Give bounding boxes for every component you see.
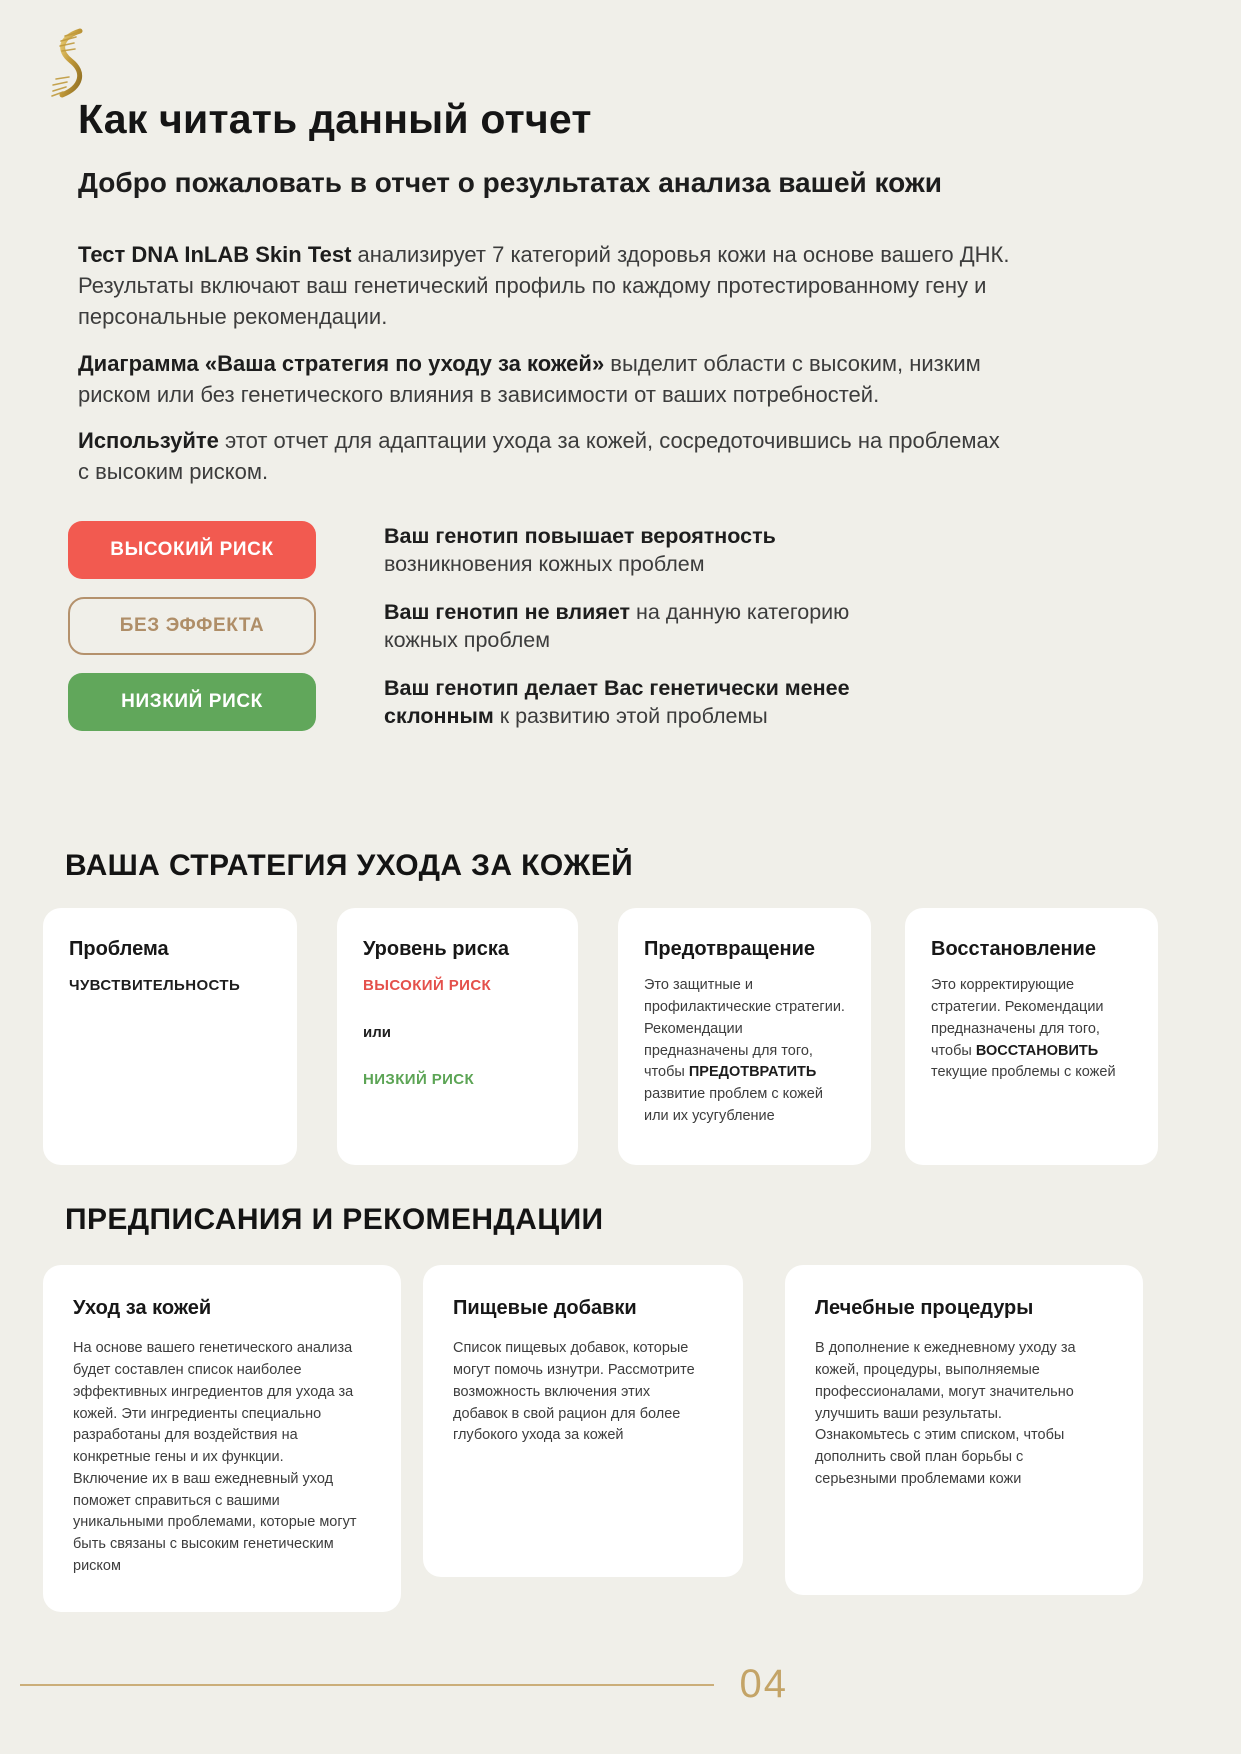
footer-divider-line <box>20 1684 714 1686</box>
strategy-card-risk-level <box>337 908 578 1165</box>
recommendation-card-skincare <box>43 1265 401 1611</box>
restoration-body-bold: ВОССТАНОВИТЬ <box>975 1042 1099 1059</box>
low-risk-badge: НИЗКИЙ РИСК <box>68 673 316 731</box>
intro-paragraph-use <box>78 425 1013 487</box>
high-risk-badge: ВЫСОКИЙ РИСК <box>68 521 316 579</box>
legend-row-low-risk <box>68 673 1181 731</box>
intro-paragraph-use-lead: Используйте <box>78 428 219 453</box>
no-effect-badge: БЕЗ ЭФФЕКТА <box>68 597 316 655</box>
recommendation-card-supplements-body: Список пищевых добавок, которые могут помочь изнутри. Рассмотрите возможность включения этих добавок в свой рацион для более глубокого ухода за кожей <box>453 1340 695 1444</box>
recommendation-card-procedures <box>785 1265 1143 1595</box>
restoration-body-post: текущие проблемы с кожей <box>931 1064 1116 1081</box>
risk-level-low-label: НИЗКИЙ РИСК <box>363 1071 475 1089</box>
recommendation-card-skincare-body: На основе вашего генетического анализа будет составлен список наиболее эффективных ингредиентов для ухода за кожей. Эти ингредиенты специально разработаны для воздействия на конкретные гены и их функции. Включение их в ваш ежедневный уход поможет справиться с вашими уникальными проблемами, которые могут быть связаны с высоким генетическим риском <box>73 1340 357 1574</box>
intro-paragraph-test <box>78 239 1013 333</box>
dna-logo-icon <box>45 28 97 100</box>
high-risk-description-rest: возникновения кожных проблем <box>384 552 705 577</box>
restoration-body-pre: Это корректирующие стратегии. Рекомендации предназначены для того, чтобы <box>931 977 1104 1059</box>
intro-paragraph-diagram <box>78 348 1013 410</box>
recommendation-card-procedures-title: Лечебные процедуры <box>815 1297 1034 1320</box>
recommendation-card-procedures-body: В дополнение к ежедневному уходу за кожей, процедуры, выполняемые профессионалами, могут значительно улучшить ваши результаты. Ознакомьтесь с этим списком, чтобы дополнить свой план борьбы с серьезными проблемами кожи <box>815 1340 1076 1487</box>
intro-paragraph-test-text: анализирует 7 категорий здоровья кожи на основе вашего ДНК. Результаты включают ваш генетический профиль по каждому протестированному гену и персональные рекомендации. <box>78 241 1010 330</box>
low-risk-description-bold: Ваш генотип делает Вас генетически менее склонным <box>384 676 850 729</box>
recommendation-card-supplements <box>423 1265 743 1577</box>
strategy-cards-row <box>43 908 1181 1165</box>
intro-paragraph-use-text: этот отчет для адаптации ухода за кожей, сосредоточившись на проблемах с высоким риском. <box>78 428 1000 485</box>
page-footer <box>20 1662 788 1707</box>
strategy-section-heading: ВАША СТРАТЕГИЯ УХОДА ЗА КОЖЕЙ <box>65 849 634 883</box>
no-effect-description <box>384 598 874 655</box>
recommendation-card-skincare-title: Уход за кожей <box>73 1297 212 1320</box>
no-effect-description-rest: на данную категорию кожных проблем <box>384 600 850 653</box>
page-title: Как читать данный отчет <box>78 96 592 142</box>
recommendations-cards-row <box>43 1265 1181 1611</box>
high-risk-description-bold: Ваш генотип повышает вероятность <box>384 524 776 549</box>
recommendation-card-supplements-title: Пищевые добавки <box>453 1297 637 1320</box>
intro-paragraph-test-lead: Тест DNA InLAB Skin Test <box>78 241 352 267</box>
prevention-body-pre: Это защитные и профилактические стратегии. Рекомендации предназначены для того, чтобы <box>644 977 845 1081</box>
risk-level-or-label: или <box>363 1024 391 1042</box>
strategy-card-restoration-body <box>931 975 1134 1084</box>
prevention-body-bold: ПРЕДОТВРАТИТЬ <box>688 1064 817 1081</box>
report-content <box>0 96 1241 1612</box>
intro-paragraph-diagram-text: выделит области с высоким, низким риском или без генетического влияния в зависимости от ваших потребностей. <box>78 350 981 407</box>
no-effect-description-bold: Ваш генотип не влияет <box>384 600 631 625</box>
strategy-card-problem-title: Проблема <box>69 938 169 961</box>
prevention-body-post: развитие проблем с кожей или их усугубление <box>644 1086 823 1124</box>
legend-row-high-risk <box>68 521 1181 579</box>
low-risk-description-rest: к развитию этой проблемы <box>493 704 768 729</box>
strategy-card-problem-value: ЧУВСТВИТЕЛЬНОСТЬ <box>69 977 241 995</box>
low-risk-description <box>384 674 874 731</box>
recommendations-section-heading: ПРЕДПИСАНИЯ И РЕКОМЕНДАЦИИ <box>65 1203 604 1237</box>
risk-level-high-label: ВЫСОКИЙ РИСК <box>363 977 492 995</box>
intro-paragraph-diagram-lead: Диаграмма «Ваша стратегия по уходу за кожей» <box>78 350 605 376</box>
strategy-card-restoration <box>905 908 1158 1165</box>
risk-legend <box>68 521 1181 731</box>
page-subtitle: Добро пожаловать в отчет о результатах анализа вашей кожи <box>78 167 942 198</box>
high-risk-description <box>384 522 874 579</box>
strategy-card-problem <box>43 908 297 1165</box>
strategy-card-prevention <box>618 908 871 1165</box>
strategy-card-restoration-title: Восстановление <box>931 938 1096 961</box>
legend-row-no-effect <box>68 597 1181 655</box>
strategy-card-prevention-title: Предотвращение <box>644 938 816 961</box>
strategy-card-prevention-body <box>644 975 847 1127</box>
strategy-card-risk-title: Уровень риска <box>363 938 509 961</box>
page-number: 04 <box>739 1662 788 1706</box>
